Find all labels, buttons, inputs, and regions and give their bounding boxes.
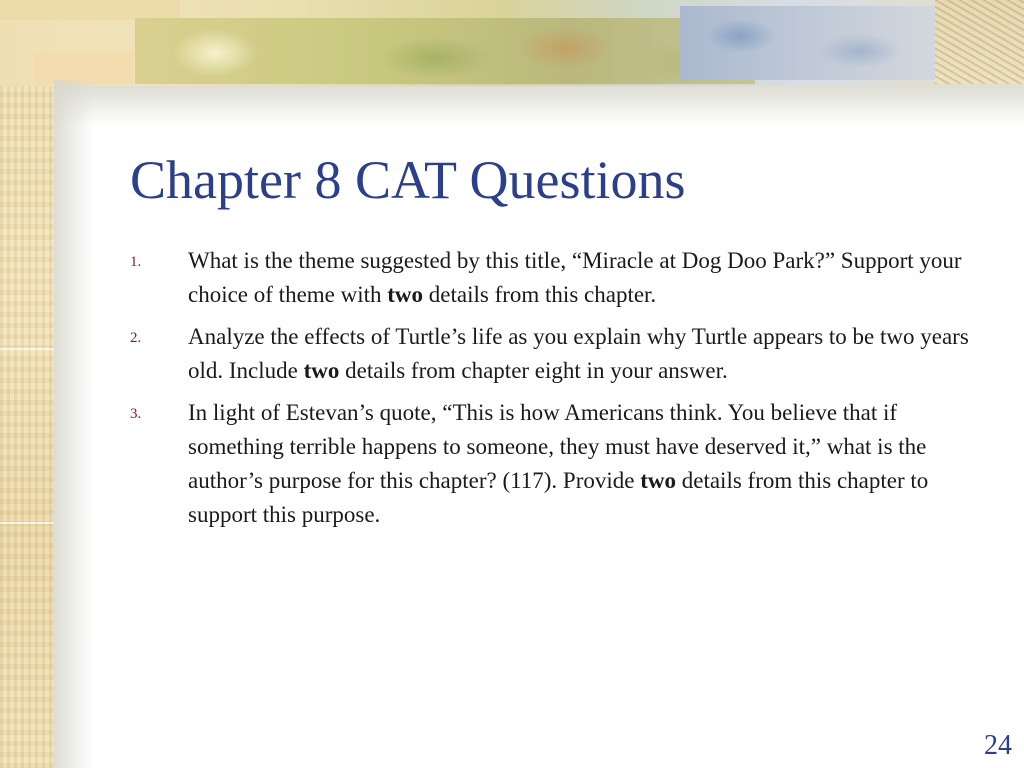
question-item: [130, 396, 990, 532]
banner-shadow: [54, 86, 1024, 126]
leaf-collage-image: [135, 18, 755, 84]
question-text-part: details from this chapter.: [423, 282, 657, 307]
question-text-part: Analyze the effects of Turtle’s life as you explain why Turtle appears to be two years old. Include: [188, 324, 969, 383]
blue-collage-image: [680, 6, 940, 80]
emphasis-text: two: [387, 282, 424, 307]
left-decorative-strip: [0, 0, 54, 768]
banner-tan-block: [0, 0, 180, 20]
strip-divider: [0, 522, 54, 524]
emphasis-text: two: [640, 468, 676, 493]
question-text-part: details from this chapter to support this purpose.: [188, 468, 929, 527]
question-text-part: In light of Estevan’s quote, “This is how Americans think. You believe that if something terrible happens to someone, they must have deserved it,” what is the author’s purpose for this chapter? (117). Provide: [188, 400, 927, 493]
question-text-part: details from chapter eight in your answer.: [339, 358, 728, 383]
question-text: [188, 248, 962, 307]
question-number: 3.: [130, 406, 142, 422]
question-text: [188, 400, 928, 527]
question-number: 2.: [130, 330, 142, 346]
question-number: 1.: [130, 254, 142, 270]
slide-number: 24: [984, 730, 1012, 761]
question-item: [130, 244, 990, 312]
emphasis-text: two: [303, 358, 340, 383]
strip-divider: [0, 348, 54, 350]
strip-shadow: [54, 80, 94, 768]
grain-collage-image: [935, 0, 1024, 84]
question-text: [188, 324, 969, 383]
question-text-part: What is the theme suggested by this title, “Miracle at Dog Doo Park?” Support your choice of theme with: [188, 248, 962, 307]
question-list: [130, 244, 990, 540]
slide-title: Chapter 8 CAT Questions: [130, 150, 686, 210]
question-item: [130, 320, 990, 388]
